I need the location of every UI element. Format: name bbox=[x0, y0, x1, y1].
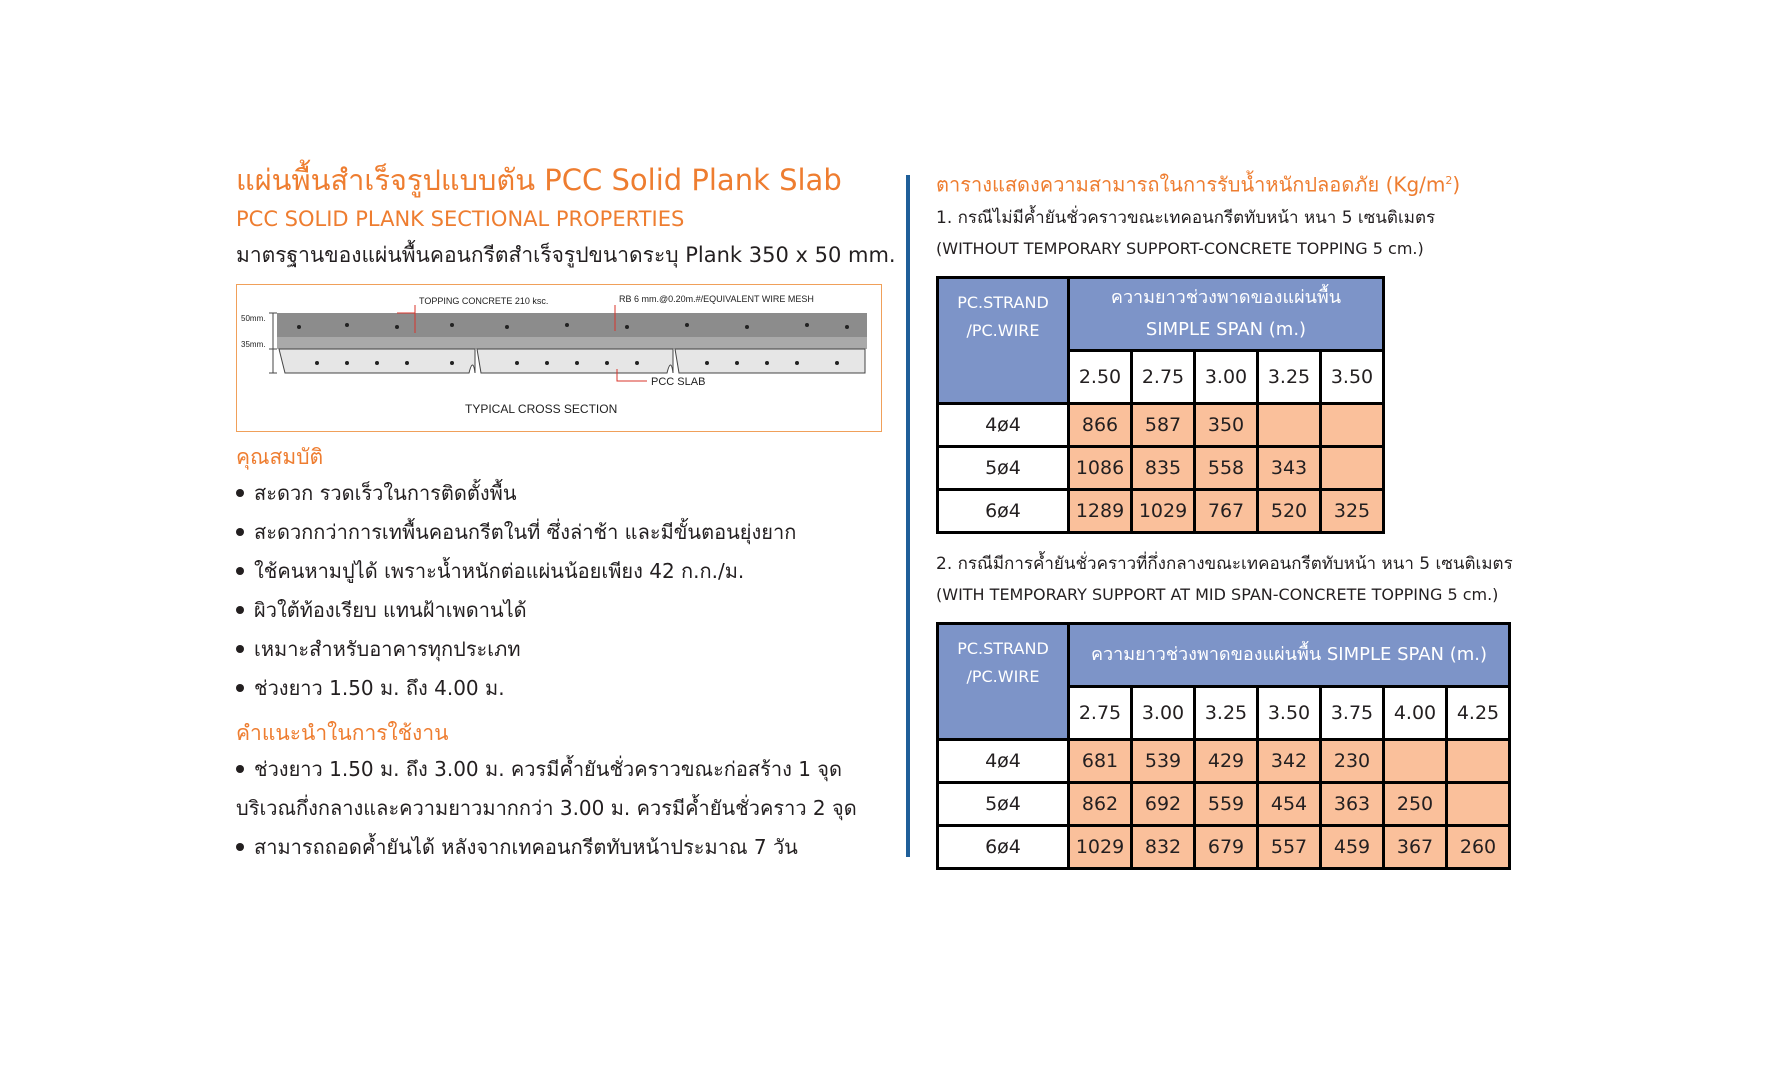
row-label: 5ø4 bbox=[938, 446, 1069, 489]
span-value: 3.50 bbox=[1321, 350, 1384, 403]
cell-value: 325 bbox=[1321, 489, 1384, 532]
topping-layer bbox=[277, 313, 867, 337]
corner-header: PC.STRAND /PC.WIRE bbox=[938, 277, 1069, 403]
slab-label: PCC SLAB bbox=[651, 376, 706, 388]
right-column bbox=[936, 164, 1556, 884]
capacity-table-1 bbox=[936, 276, 1385, 534]
cell-value: 1086 bbox=[1069, 446, 1132, 489]
table-title: ตารางแสดงความสามารถในการรับน้ำหนักปลอดภัย $(Kg/m^2)$ bbox=[936, 172, 1461, 197]
topping-layer-lower bbox=[277, 337, 867, 349]
cell-value: 520 bbox=[1258, 489, 1321, 532]
cell-value bbox=[1321, 446, 1384, 489]
row-label: 6ø4 bbox=[938, 825, 1069, 868]
left-column bbox=[236, 160, 896, 867]
cell-value bbox=[1447, 782, 1510, 825]
list-item: สามารถถอดค้ำยันได้ หลังจากเทคอนกรีตทับหน้าประมาณ 7 วัน bbox=[236, 828, 896, 867]
page-subtitle: PCC SOLID PLANK SECTIONAL PROPERTIES bbox=[236, 207, 685, 231]
cell-value: 343 bbox=[1258, 446, 1321, 489]
cell-value: 835 bbox=[1132, 446, 1195, 489]
cell-value: 260 bbox=[1447, 825, 1510, 868]
row-label: 4ø4 bbox=[938, 403, 1069, 446]
dim-50-label: 50mm. bbox=[241, 314, 266, 323]
span-value: 3.25 bbox=[1195, 686, 1258, 739]
span-value: 4.25 bbox=[1447, 686, 1510, 739]
list-item: ผิวใต้ท้องเรียบ แทนฝ้าเพดานได้ bbox=[236, 591, 896, 630]
cross-section-drawing bbox=[237, 285, 881, 431]
table-row bbox=[938, 825, 1510, 868]
span-value: 4.00 bbox=[1384, 686, 1447, 739]
row-label: 5ø4 bbox=[938, 782, 1069, 825]
cell-value: 454 bbox=[1258, 782, 1321, 825]
case1-title: 1. กรณีไม่มีค้ำยันชั่วคราวขณะเทคอนกรีตทับหน้า หนา 5 เซนติเมตร bbox=[936, 207, 1436, 228]
cross-section-diagram bbox=[236, 284, 882, 432]
cell-value: 230 bbox=[1321, 739, 1384, 782]
cell-value: 832 bbox=[1132, 825, 1195, 868]
cell-value: 539 bbox=[1132, 739, 1195, 782]
column-divider bbox=[906, 175, 910, 857]
span-header: ความยาวช่วงพาดของแผ่นพื้น SIMPLE SPAN (m.) bbox=[1069, 277, 1384, 350]
span-value: 3.00 bbox=[1132, 686, 1195, 739]
cell-value: 367 bbox=[1384, 825, 1447, 868]
dim-35-label: 35mm. bbox=[241, 340, 266, 349]
cell-value: 681 bbox=[1069, 739, 1132, 782]
cell-value bbox=[1384, 739, 1447, 782]
cell-value: 767 bbox=[1195, 489, 1258, 532]
row-label: 6ø4 bbox=[938, 489, 1069, 532]
table-row bbox=[938, 403, 1384, 446]
table-row bbox=[938, 489, 1384, 532]
list-item: ช่วงยาว 1.50 ม. ถึง 3.00 ม. ควรมีค้ำยันชั่วคราวขณะก่อสร้าง 1 จุด bbox=[236, 750, 896, 789]
list-item: สะดวกกว่าการเทพื้นคอนกรีตในที่ ซึ่งล่าช้า และมีขั้นตอนยุ่งยาก bbox=[236, 513, 896, 552]
span-value: 3.75 bbox=[1321, 686, 1384, 739]
cell-value: 342 bbox=[1258, 739, 1321, 782]
cell-value: 559 bbox=[1195, 782, 1258, 825]
cell-value: 1029 bbox=[1069, 825, 1132, 868]
list-item: เหมาะสำหรับอาคารทุกประเภท bbox=[236, 630, 896, 669]
span-value: 3.00 bbox=[1195, 350, 1258, 403]
capacity-table-2 bbox=[936, 622, 1511, 870]
page-title: แผ่นพื้นสำเร็จรูปแบบตัน PCC Solid Plank Slab bbox=[236, 163, 842, 197]
row-label: 4ø4 bbox=[938, 739, 1069, 782]
cross-section-caption: TYPICAL CROSS SECTION bbox=[465, 402, 618, 416]
cell-value: 363 bbox=[1321, 782, 1384, 825]
properties-list bbox=[236, 474, 896, 708]
table-row bbox=[938, 739, 1510, 782]
cell-value: 459 bbox=[1321, 825, 1384, 868]
list-item: สะดวก รวดเร็วในการติดตั้งพื้น bbox=[236, 474, 896, 513]
corner-header: PC.STRAND /PC.WIRE bbox=[938, 623, 1069, 739]
usage-heading: คำแนะนำในการใช้งาน bbox=[236, 721, 449, 745]
cell-value: 679 bbox=[1195, 825, 1258, 868]
case2-title-en: (WITH TEMPORARY SUPPORT AT MID SPAN-CONCRETE TOPPING 5 cm.) bbox=[936, 584, 1499, 604]
cell-value: 350 bbox=[1195, 403, 1258, 446]
standard-line: มาตรฐานของแผ่นพื้นคอนกรีตสำเร็จรูปขนาดระบุ Plank 350 x 50 mm. bbox=[236, 243, 896, 267]
span-value: 2.75 bbox=[1132, 350, 1195, 403]
cell-value: 862 bbox=[1069, 782, 1132, 825]
span-header: ความยาวช่วงพาดของแผ่นพื้น SIMPLE SPAN (m.) bbox=[1069, 623, 1510, 686]
usage-list bbox=[236, 750, 896, 867]
case1-title-en: (WITHOUT TEMPORARY SUPPORT-CONCRETE TOPPING 5 cm.) bbox=[936, 238, 1424, 258]
cell-value bbox=[1258, 403, 1321, 446]
cell-value: 1029 bbox=[1132, 489, 1195, 532]
cell-value bbox=[1447, 739, 1510, 782]
cell-value: 250 bbox=[1384, 782, 1447, 825]
span-value: 2.75 bbox=[1069, 686, 1132, 739]
span-value: 3.50 bbox=[1258, 686, 1321, 739]
span-value: 2.50 bbox=[1069, 350, 1132, 403]
cell-value: 429 bbox=[1195, 739, 1258, 782]
cell-value: 1289 bbox=[1069, 489, 1132, 532]
table-row bbox=[938, 446, 1384, 489]
list-item-continued: บริเวณกึ่งกลางและความยาวมากกว่า 3.00 ม. ควรมีค้ำยันชั่วคราว 2 จุด bbox=[236, 796, 857, 820]
cell-value: 692 bbox=[1132, 782, 1195, 825]
list-item: ช่วงยาว 1.50 ม. ถึง 4.00 ม. bbox=[236, 669, 896, 708]
mesh-label: RB 6 mm.@0.20m.#/EQUIVALENT WIRE MESH bbox=[619, 294, 814, 304]
case2-title: 2. กรณีมีการค้ำยันชั่วคราวที่กึ่งกลางขณะเทคอนกรีตทับหน้า หนา 5 เซนติเมตร bbox=[936, 553, 1513, 574]
list-item: ใช้คนหามปูได้ เพราะน้ำหนักต่อแผ่นน้อยเพียง 42 ก.ก./ม. bbox=[236, 552, 896, 591]
plank-2 bbox=[477, 349, 673, 373]
plank-3 bbox=[675, 349, 865, 373]
span-value: 3.25 bbox=[1258, 350, 1321, 403]
cell-value: 866 bbox=[1069, 403, 1132, 446]
properties-heading: คุณสมบัติ bbox=[236, 445, 324, 469]
table-row bbox=[938, 782, 1510, 825]
cell-value: 558 bbox=[1195, 446, 1258, 489]
cell-value: 557 bbox=[1258, 825, 1321, 868]
cell-value: 587 bbox=[1132, 403, 1195, 446]
topping-label: TOPPING CONCRETE 210 ksc. bbox=[419, 296, 549, 306]
cell-value bbox=[1321, 403, 1384, 446]
